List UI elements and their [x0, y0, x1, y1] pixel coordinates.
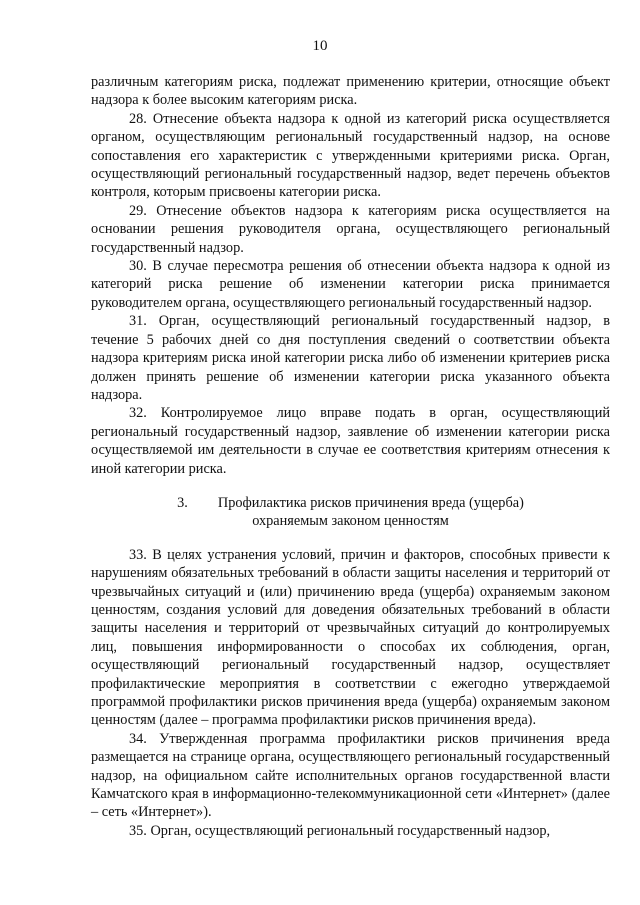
paragraph-35: 35. Орган, осуществляющий региональный государственный надзор, — [129, 822, 551, 839]
paragraph-28: 28. Отнесение объекта надзора к одной из категорий риска осуществляется органом, осуществляющим региональный государственный надзор, на основе сопоставления его характеристик с утвержденными критериями риска. Орган, осуществляющий региональный государственный надзор, ведет перечень объектов контроля, которым присвоены категории риска. — [91, 110, 610, 201]
document-body — [91, 73, 610, 840]
paragraph-continued: различным категориям риска, подлежат применению критерии, относящие объект надзора к более высоким категориям риска. — [91, 74, 610, 109]
paragraph-33: 33. В целях устранения условий, причин и факторов, способных привести к нарушениям обязательных требований в области защиты населения и территорий от чрезвычайных ситуаций и (или) причинению вреда (ущерба) охраняемым законом ценностям, создания условий для доведения обязательных требований в области защиты населения и территорий от чрезвычайных ситуаций до контролируемых лиц, повышения информированности о способах их соблюдения, орган, осуществляющий региональный государственный надзор, осуществляет профилактические мероприятия в соответствии с ежегодно утверждаемой программой профилактики рисков причинения вреда (ущерба) охраняемым законом ценностям (далее – программа профилактики рисков причинения вреда). — [91, 546, 610, 729]
section-heading-line-1 — [91, 494, 610, 512]
page-number: 10 — [312, 38, 328, 54]
section-heading — [91, 494, 610, 531]
paragraph-32: 32. Контролируемое лицо вправе подать в орган, осуществляющий региональный государственный надзор, заявление об изменении категории риска осуществляемой им деятельности в случае ее соответствия критериям отнесения к иной категории риска. — [91, 405, 610, 477]
section-title-line-2: охраняемым законом ценностям — [252, 513, 449, 530]
section-number: 3. — [177, 494, 188, 511]
paragraph-29: 29. Отнесение объектов надзора к категориям риска осуществляется на основании решения руководителя органа, осуществляющего региональный государственный надзор. — [91, 202, 610, 256]
section-title-line-1: Профилактика рисков причинения вреда (ущерба) — [217, 494, 524, 511]
paragraph-31: 31. Орган, осуществляющий региональный государственный надзор, в течение 5 рабочих дней со дня поступления сведений о соответствии объекта надзора критериям риска иной категории риска либо об изменении критериев риска должен принять решение об изменении категории риска указанного объекта надзора. — [91, 313, 610, 403]
paragraph-34: 34. Утвержденная программа профилактики рисков причинения вреда размещается на странице органа, осуществляющего региональный государственный надзор, на официальном сайте исполнительных органов государственной власти Камчатского края в информационно-телекоммуникационной сети «Интернет» (далее – сеть «Интернет»). — [91, 730, 610, 821]
paragraph-30: 30. В случае пересмотра решения об отнесении объекта надзора к одной из категорий риска решение об изменении категории риска принимается руководителем органа, осуществляющего региональный государственный надзор. — [91, 258, 610, 311]
